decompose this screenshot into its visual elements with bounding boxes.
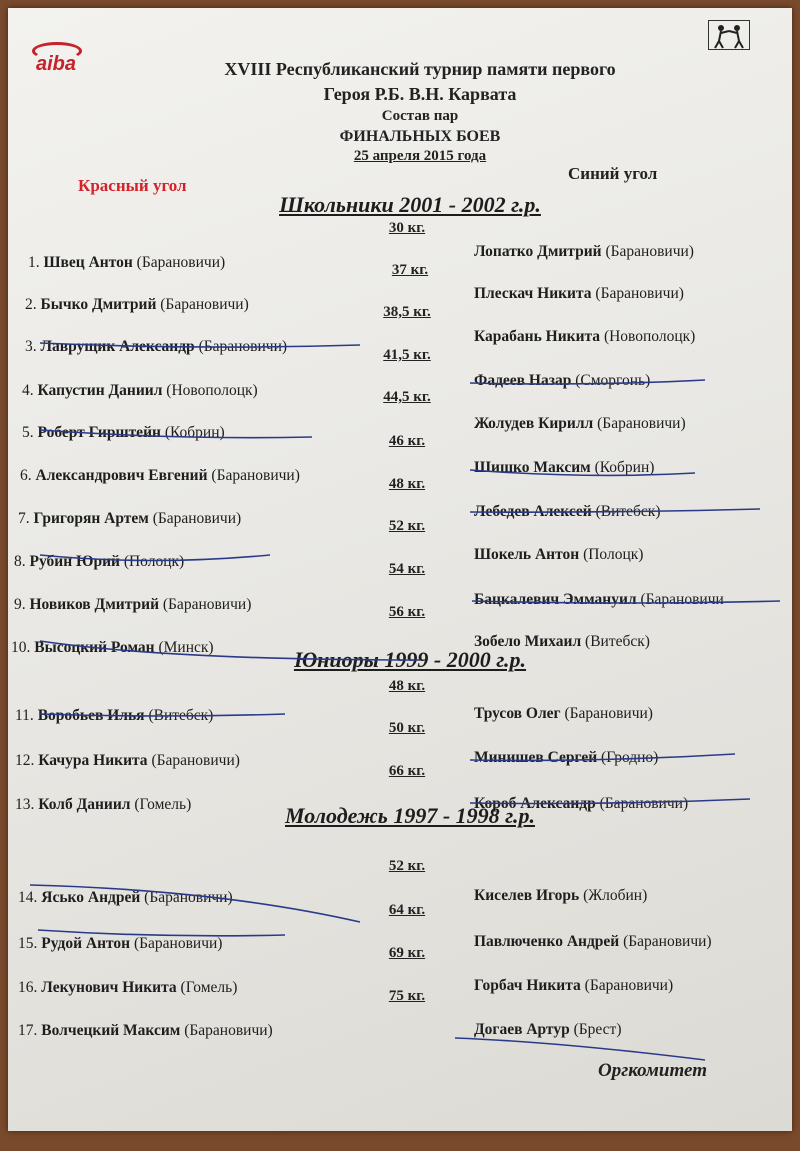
red-boxer-name: Высоцкий Роман <box>34 639 155 656</box>
blue-boxer-name: Лебедев Алексей <box>474 503 592 520</box>
blue-boxer-name: Шокель Антон <box>474 546 580 563</box>
blue-boxer-name: Трусов Олег <box>474 705 561 722</box>
bout-number: 8. <box>14 553 26 570</box>
blue-boxer-name: Короб Александр <box>474 795 596 812</box>
red-boxer-city: (Барановичи) <box>133 935 223 952</box>
red-boxer-name: Ясько Андрей <box>41 889 141 906</box>
red-corner-boxer <box>18 935 222 953</box>
weight-class: 41,5 кг. <box>383 347 431 363</box>
blue-corner-boxer <box>474 633 650 651</box>
bout-number: 9. <box>14 596 26 613</box>
red-boxer-city: (Барановичи) <box>160 296 249 313</box>
blue-corner-boxer <box>474 749 658 767</box>
red-corner-boxer <box>14 553 184 571</box>
red-boxer-name: Бычко Дмитрий <box>40 296 157 313</box>
organizing-committee-signature: Оргкомитет <box>598 1060 707 1081</box>
red-boxer-city: (Гомель) <box>180 979 238 996</box>
red-boxer-name: Волчецкий Максим <box>41 1022 181 1039</box>
section-juniors: Юниоры 1999 - 2000 г.р. <box>293 647 527 672</box>
weight-class: 38,5 кг. <box>383 304 431 320</box>
red-boxer-name: Лаврущик Александр <box>40 338 195 355</box>
blue-boxer-city: (Гродно) <box>601 749 659 766</box>
blue-boxer-name: Догаев Артур <box>474 1021 570 1038</box>
red-corner-boxer <box>15 796 191 814</box>
blue-boxer-name: Горбач Никита <box>474 977 581 994</box>
red-corner-boxer <box>22 424 225 442</box>
blue-corner-boxer <box>474 372 650 390</box>
blue-boxer-city: (Сморгонь) <box>575 372 651 389</box>
red-boxer-city: (Барановичи) <box>211 467 300 484</box>
blue-boxer-city: (Барановичи <box>640 591 724 608</box>
blue-boxer-name: Шишко Максим <box>474 459 591 476</box>
blue-boxer-city: (Барановичи) <box>597 415 686 432</box>
blue-boxer-city: (Барановичи) <box>595 285 684 302</box>
blue-boxer-city: (Брест) <box>573 1021 622 1038</box>
red-corner-heading: Красный угол <box>78 176 187 195</box>
weight-class: 30 кг. <box>388 220 426 236</box>
blue-boxer-name: Минишев Сергей <box>474 749 598 766</box>
blue-boxer-city: (Барановичи) <box>605 243 694 260</box>
red-corner-boxer <box>20 467 300 485</box>
weight-class: 52 кг. <box>388 858 426 874</box>
red-corner-boxer <box>15 752 240 770</box>
red-boxer-name: Новиков Дмитрий <box>29 596 159 613</box>
title-line-1: XVIII Республиканский турнир памяти первого <box>224 59 616 79</box>
blue-boxer-city: (Барановичи) <box>599 795 689 812</box>
red-corner-boxer <box>22 382 258 400</box>
red-corner-boxer <box>18 1022 273 1040</box>
weight-class: 75 кг. <box>388 988 426 1004</box>
blue-boxer-name: Бацкалевич Эммануил <box>474 591 637 608</box>
weight-class: 50 кг. <box>388 720 426 736</box>
aiba-logo <box>20 40 92 76</box>
blue-boxer-name: Павлюченко Андрей <box>474 933 620 950</box>
red-boxer-city: (Барановичи) <box>144 889 233 906</box>
red-boxer-name: Григорян Артем <box>33 510 149 527</box>
blue-boxer-name: Карабань Никита <box>474 328 601 345</box>
bout-number: 11. <box>15 707 34 724</box>
blue-boxer-city: (Витебск) <box>595 503 661 520</box>
red-boxer-city: (Минск) <box>158 639 214 656</box>
blue-boxer-city: (Барановичи) <box>623 933 712 950</box>
bout-number: 4. <box>22 382 34 399</box>
title-line-2: Героя Р.Б. В.Н. Карвата <box>323 84 517 104</box>
blue-boxer-name: Киселев Игорь <box>474 887 580 904</box>
weight-class: 52 кг. <box>388 518 426 534</box>
red-boxer-city: (Новополоцк) <box>166 382 258 399</box>
weight-class: 48 кг. <box>388 678 426 694</box>
bout-number: 17. <box>18 1022 38 1039</box>
bout-number: 7. <box>18 510 30 527</box>
subtitle-pairs: Состав пар <box>381 108 459 124</box>
blue-corner-boxer <box>474 328 695 346</box>
bout-number: 6. <box>20 467 32 484</box>
blue-corner-boxer <box>474 503 660 521</box>
red-boxer-name: Воробьев Илья <box>37 707 145 724</box>
blue-corner-boxer <box>474 459 654 477</box>
red-corner-boxer <box>11 639 214 657</box>
red-boxer-city: (Барановичи) <box>162 596 252 613</box>
bout-number: 13. <box>15 796 35 813</box>
weight-class: 44,5 кг. <box>383 389 431 405</box>
blue-corner-boxer <box>474 546 643 564</box>
weight-class: 64 кг. <box>388 902 426 918</box>
blue-boxer-name: Плескач Никита <box>474 285 592 302</box>
red-boxer-name: Лекунович Никита <box>41 979 177 996</box>
bout-number: 5. <box>22 424 34 441</box>
blue-corner-boxer <box>474 285 684 303</box>
blue-corner-boxer <box>474 243 694 261</box>
blue-boxer-city: (Витебск) <box>585 633 650 650</box>
bout-number: 12. <box>15 752 35 769</box>
red-boxer-name: Колб Даниил <box>38 796 131 813</box>
blue-corner-heading: Синий угол <box>568 164 658 183</box>
red-boxer-name: Роберт Гирштейн <box>37 424 161 441</box>
blue-corner-boxer <box>474 977 673 995</box>
boxing-pictogram-icon <box>708 20 750 50</box>
bout-number: 10. <box>11 639 31 656</box>
blue-corner-boxer <box>474 1021 622 1039</box>
bout-number: 3. <box>25 338 37 355</box>
bout-number: 14. <box>18 889 38 906</box>
bout-number: 2. <box>25 296 37 313</box>
weight-class: 66 кг. <box>388 763 426 779</box>
red-boxer-name: Капустин Даниил <box>37 382 163 399</box>
red-boxer-city: (Барановичи) <box>136 254 226 271</box>
red-boxer-name: Швец Антон <box>43 254 133 271</box>
blue-boxer-city: (Полоцк) <box>583 546 644 563</box>
red-boxer-city: (Барановичи) <box>151 752 240 769</box>
weight-class: 69 кг. <box>388 945 426 961</box>
weight-class: 46 кг. <box>388 433 426 449</box>
weight-class: 37 кг. <box>391 262 429 278</box>
blue-corner-boxer <box>474 795 688 813</box>
red-corner-boxer <box>28 254 225 272</box>
blue-boxer-name: Зобело Михаил <box>474 633 582 650</box>
blue-corner-boxer <box>474 705 653 723</box>
blue-corner-boxer <box>474 415 686 433</box>
blue-boxer-city: (Новополоцк) <box>603 328 696 345</box>
red-boxer-name: Александрович Евгений <box>35 467 208 484</box>
red-boxer-city: (Барановичи) <box>152 510 242 527</box>
bout-number: 1. <box>28 254 40 271</box>
subtitle-final-bouts: ФИНАЛЬНЫХ БОЕВ <box>339 128 501 145</box>
red-boxer-city: (Гомель) <box>134 796 192 813</box>
blue-boxer-city: (Барановичи) <box>564 705 653 722</box>
red-boxer-city: (Барановичи) <box>184 1022 273 1039</box>
blue-boxer-name: Фадеев Назар <box>474 372 572 389</box>
logo-text: aiba <box>36 53 77 75</box>
red-corner-boxer <box>15 707 213 725</box>
red-boxer-name: Рудой Антон <box>41 935 131 952</box>
blue-boxer-city: (Жлобин) <box>583 887 648 904</box>
blue-boxer-city: (Барановичи) <box>584 977 674 994</box>
blue-corner-boxer <box>474 591 724 609</box>
red-corner-boxer <box>18 979 237 997</box>
weight-class: 56 кг. <box>388 604 426 620</box>
blue-boxer-name: Лопатко Дмитрий <box>474 243 602 260</box>
red-corner-boxer <box>18 510 241 528</box>
event-date: 25 апреля 2015 года <box>353 148 487 164</box>
red-corner-boxer <box>25 296 249 314</box>
red-boxer-city: (Витебск) <box>148 707 214 724</box>
bout-number: 16. <box>18 979 38 996</box>
weight-class: 48 кг. <box>388 476 426 492</box>
red-corner-boxer <box>18 889 233 907</box>
section-youth: Молодежь 1997 - 1998 г.р. <box>285 803 535 828</box>
blue-boxer-city: (Кобрин) <box>594 459 655 476</box>
section-schoolboys: Школьники 2001 - 2002 г.р. <box>279 192 541 217</box>
red-corner-boxer <box>14 596 251 614</box>
bout-number: 15. <box>18 935 38 952</box>
red-boxer-city: (Кобрин) <box>164 424 225 441</box>
blue-corner-boxer <box>474 887 647 905</box>
blue-boxer-name: Жолудев Кирилл <box>474 415 594 432</box>
red-boxer-name: Качура Никита <box>38 752 148 769</box>
red-boxer-city: (Полоцк) <box>123 553 185 570</box>
blue-corner-boxer <box>474 933 712 951</box>
red-corner-boxer <box>25 338 287 356</box>
red-boxer-city: (Барановичи) <box>198 338 288 355</box>
weight-class: 54 кг. <box>388 561 426 577</box>
red-boxer-name: Рубин Юрий <box>29 553 120 570</box>
